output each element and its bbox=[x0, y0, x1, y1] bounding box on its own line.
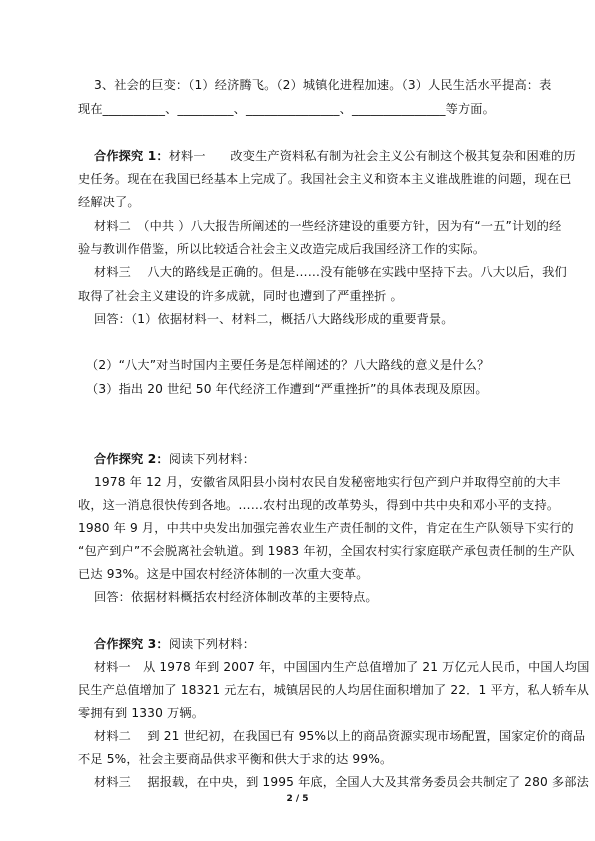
text-line: 材料一 改变生产资料私有制为社会主义公有制这个极其复杂和困难的历 bbox=[168, 149, 576, 163]
page-number: 2 / 5 bbox=[286, 794, 309, 804]
text-line: “包产到户”不会脱离社会轨道。到 1983 年初，全国农村实行家庭联产承包责任制的生产队 bbox=[78, 544, 575, 558]
text-line: （3）指出 20 世纪 50 年代经济工作遭到“严重挫折”的具体表现及原因。 bbox=[86, 382, 488, 396]
text-line: 回答：（1）依据材料一、材料二，概括八大路线形成的重要背景。 bbox=[94, 312, 454, 326]
text-line: 现在__________、_________、_______________、_______________等方面。 bbox=[78, 102, 495, 116]
section-heading-3 bbox=[94, 636, 255, 652]
text-line: 阅读下列材料： bbox=[168, 452, 256, 466]
text-line: 收，这一消息很快传到各地。……农村出现的改革势头，得到中共中央和邓小平的支持。 bbox=[78, 498, 560, 512]
text-line: 材料三 八大的路线是正确的。但是……没有能够在实践中坚持下去。八大以后，我们 bbox=[94, 265, 567, 279]
text-line: 材料三 据报载，在中央，到 1995 年底，全国人大及其常务委员会共制定了 280 多部法 bbox=[94, 775, 589, 789]
text-line: 3、社会的巨变：（1）经济腾飞。（2）城镇化进程加速。（3）人民生活水平提高：表 bbox=[94, 78, 552, 92]
text-line: 1980 年 9 月，中共中央发出加强完善农业生产责任制的文件，肯定在生产队领导下实行的 bbox=[78, 521, 574, 535]
text-line: 已达 93%。这是中国农村经济体制的一次重大变革。 bbox=[78, 567, 369, 581]
text-line: 零拥有到 1330 万辆。 bbox=[78, 706, 205, 720]
section-heading-1 bbox=[94, 148, 576, 164]
text-line: 民生产总值增加了 18321 元左右，城镇居民的人均居住面积增加了 22．1 平方，私人轿车从 bbox=[78, 683, 590, 697]
text-line: 经解决了。 bbox=[78, 195, 140, 209]
heading-label: 合作探究 3： bbox=[94, 637, 169, 651]
text-line: 材料一 从 1978 年到 2007 年，中国国内生产总值增加了 21 万亿元人民币，中国人均国 bbox=[94, 660, 590, 674]
text-line: 1978 年 12 月，安徽省凤阳县小岗村农民自发秘密地实行包产到户并取得空前的大丰 bbox=[94, 475, 561, 489]
heading-label: 合作探究 1： bbox=[94, 149, 169, 163]
text-line: 不足 5%，社会主要商品供求平衡和供大于求的达 99%。 bbox=[78, 752, 393, 766]
text-line: （2）“八大”对当时国内主要任务是怎样阐述的？八大路线的意义是什么？ bbox=[86, 358, 490, 372]
heading-label: 合作探究 2： bbox=[94, 452, 169, 466]
text-line: 阅读下列材料： bbox=[168, 637, 256, 651]
text-line: 验与教训作借鉴，所以比较适合社会主义改造完成后我国经济工作的实际。 bbox=[78, 242, 486, 256]
text-line: 回答：依据材料概括农村经济体制改革的主要特点。 bbox=[94, 590, 378, 604]
text-line: 材料二 到 21 世纪初，在我国已有 95%以上的商品资源实现市场配置，国家定价的商品 bbox=[94, 729, 586, 743]
section-heading-2 bbox=[94, 451, 255, 467]
text-line: 取得了社会主义建设的许多成就，同时也遭到了严重挫折 。 bbox=[78, 289, 403, 303]
text-line: 材料二 （中共 ）八大报告所阐述的一些经济建设的重要方针，因为有“一五”计划的经 bbox=[94, 219, 562, 233]
text-line: 史任务。现在在我国已经基本上完成了。我国社会主义和资本主义谁战胜谁的问题，现在已 bbox=[78, 172, 572, 186]
